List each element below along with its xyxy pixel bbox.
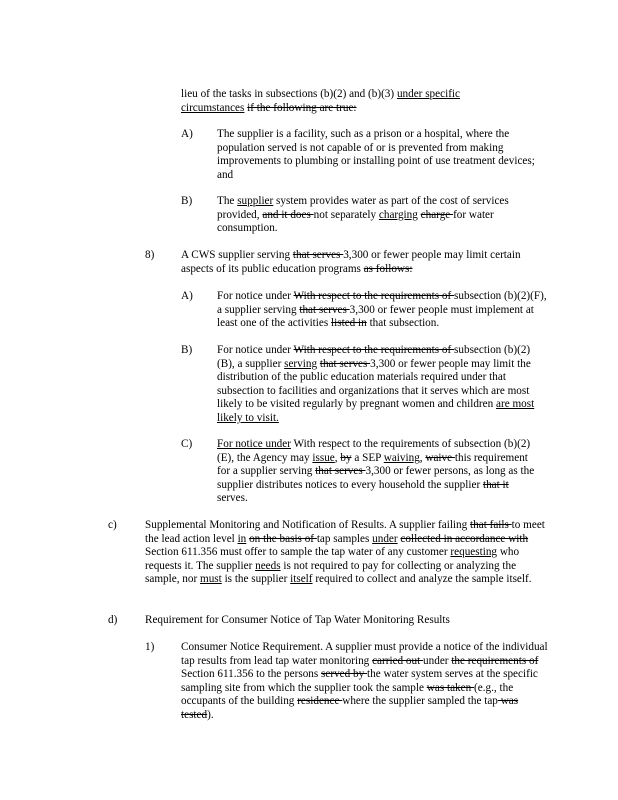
text-run: that subsection. [366,317,440,330]
text-run: for water consumption. [217,208,494,235]
text-run: not separately [313,208,379,221]
inserted-text: under [372,532,398,545]
text-run: Section 611.356 to the persons [181,668,322,681]
inserted-text: needs [255,559,281,572]
text-run: Supplemental Monitoring and Notification of Results. A supplier failing [145,519,471,531]
text-run: (e.g., the occupants of the building [181,681,514,708]
text-run: 3,300 or fewer people may limit certain aspects of its public education programs [181,249,521,275]
deleted-text: With respect to the requirements of [293,344,455,356]
deleted-text: that fails [470,519,512,531]
text-run: system provides water as part of the cost of services provided, [217,195,509,221]
text-run: serves. [217,492,248,505]
deleted-text: charge [420,208,454,221]
text-run: With respect to the requirements of subsection (b)(2)(E), the Agency may [217,438,531,464]
intro-paragraph [181,88,491,115]
deleted-text: waive [425,451,455,464]
text-run: Requirement for Consumer Notice of Tap Water Monitoring Results [145,614,450,626]
deleted-text: residence [297,695,343,708]
text-run: A CWS supplier serving [181,249,293,261]
deleted-text: as follows: [363,262,413,275]
text-run: is the supplier [221,573,291,586]
deleted-text: if the following are true: [247,101,357,114]
text-run: subsection (b)(2)(F), a supplier serving [217,290,547,316]
item-8c-text [217,438,535,506]
deleted-text: the requirements of [451,654,539,667]
inserted-text: waiving [383,451,420,464]
inserted-text: serving [284,357,318,370]
text-run: 3,300 or fewer people may limit the distribution of the public education materials required under that subsection to facilities and organizations that it serves which are most likely to be visited regularly by pregnant women and children [217,357,531,411]
item-d1-text [181,641,549,723]
deleted-text: served by [321,668,368,681]
item-8-marker: 8) [145,249,155,261]
text-run: For notice under [217,344,294,356]
deleted-text: by [340,451,352,464]
text-run: tap samples [316,532,373,545]
text-run: where the supplier sampled the tap [342,695,498,708]
item-8b-marker: B) [181,344,193,356]
item-8a-marker: A) [181,290,193,302]
item-b1-marker: B) [181,195,193,207]
item-8-text [181,249,531,276]
text-run: , [334,451,341,464]
deleted-text: was taken [426,681,475,694]
deleted-text: that serves [299,303,350,316]
text-run: The [217,195,238,207]
text-run: For notice under [217,290,294,302]
deleted-text: that it [482,478,509,491]
text-run: 3,300 or fewer persons, as long as the supplier distributes notices to every household the supplier [217,465,535,491]
text-run: required to collect and analyze the sample itself. [312,573,532,586]
item-8a-text [217,290,547,331]
item-d-marker: d) [108,614,118,626]
text-run: Consumer Notice Requirement. A supplier must provide a notice of the individual tap results from lead tap water monitoring [181,641,548,667]
inserted-text: requesting [450,546,498,559]
deleted-text: on the basis of [249,532,317,545]
deleted-text: listed in [331,317,367,330]
text-run: The supplier is a facility, such as a prison or a hospital, where the population served is not capable of or is prevented from making improvements to plumbing or installing point of use treatment devices; and [217,128,535,181]
inserted-text: must [200,573,222,586]
deleted-text: With respect to the requirements of [293,290,455,302]
text-run: the water system serves at the specific sampling site from which the supplier took the sample [181,668,538,694]
inserted-text: in [237,532,247,545]
text-run: 3,300 or fewer people must implement at least one of the activities [217,303,534,330]
inserted-text: charging [378,208,418,221]
item-a1-marker: A) [181,128,193,140]
inserted-text: issue [312,451,335,464]
inserted-text: under specific circumstances [181,88,460,114]
item-d1-marker: 1) [145,641,155,653]
item-a1-text [217,128,543,182]
text-run: who requests it. The supplier [145,546,520,572]
deleted-text: that serves [315,465,366,478]
deleted-text: that serves [319,357,371,370]
inserted-text: are most likely to visit. [217,398,535,424]
text-run: Section 611.356 must offer to sample the tap water of any customer [145,546,451,559]
deleted-text: carried out [372,654,424,667]
item-c-marker: c) [108,519,117,531]
text-run: a SEP [351,451,384,464]
text-run: , [419,451,426,464]
text-run: to meet the lead action level [145,519,545,545]
text-run: is not required to pay for collecting or analyzing the sample, nor [145,559,517,586]
inserted-text: itself [290,573,313,586]
item-8c-marker: C) [181,438,193,450]
inserted-text: supplier [237,195,274,207]
inserted-text: For notice under [217,438,291,450]
deleted-text: collected in accordance with [400,532,529,545]
text-run: ). [207,708,214,721]
text-run: this requirement for a supplier serving [217,451,528,478]
text-run: lieu of the tasks in subsections (b)(2) and (b)(3) [181,88,397,100]
item-8b-text [217,344,547,426]
deleted-text: and it does [262,208,314,221]
item-c-text [145,519,549,587]
text-run: under [423,654,452,667]
deleted-text: was tested [181,695,519,721]
item-b1-text [217,195,543,236]
deleted-text: that serves [292,249,344,261]
text-run: subsection (b)(2)(B), a supplier [217,344,531,370]
item-d-heading [145,614,549,628]
